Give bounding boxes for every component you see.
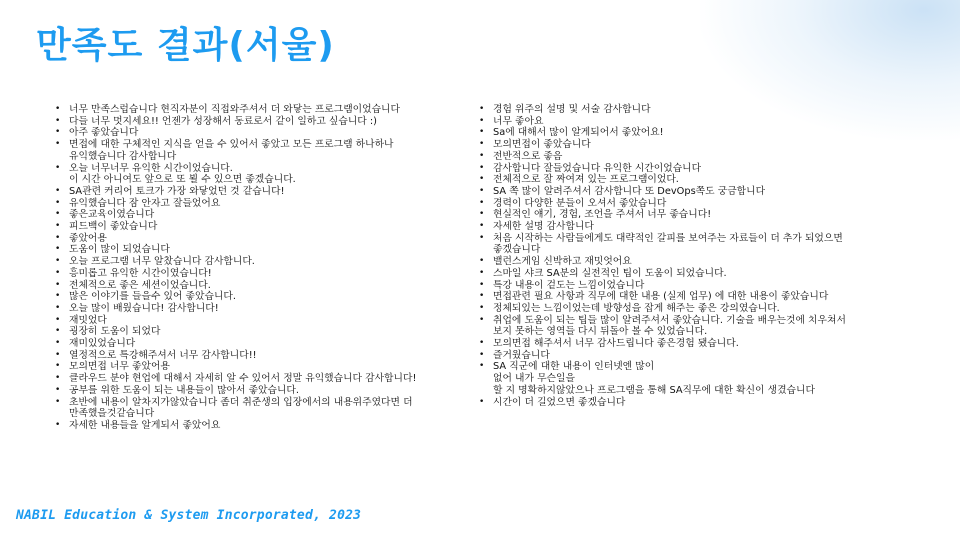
feedback-item: • 스마일 샤크 SA분의 실전적인 팁이 도움이 되었습니다. <box>476 268 910 280</box>
feedback-item: • 열정적으로 특강해주셔서 너무 감사합니다!! <box>52 350 477 362</box>
feedback-item: • 유익했습니다 잠 안자고 잘들었어요 <box>52 198 477 210</box>
feedback-item: • 경험 위주의 설명 및 서술 감사합니다 <box>476 104 910 116</box>
feedback-item: • 좋았어용 <box>52 233 477 245</box>
feedback-item: • 밸런스게임 신박하고 재밋엇어요 <box>476 256 910 268</box>
feedback-item: • 공부를 위한 도움이 되는 내용들이 많아서 좋았습니다. <box>52 385 477 397</box>
feedback-item: • 모의면접 너무 좋았어용 <box>52 361 477 373</box>
feedback-item: • 경력이 다양한 분들이 오셔서 좋았습니다 <box>476 198 910 210</box>
feedback-item: • 오늘 너무너무 유익한 시간이었습니다. 이 시간 아니여도 앞으로 또 뵐 수 있으면 좋겠습니다. <box>52 163 477 186</box>
feedback-item: • 면접관련 필요 사항과 직무에 대한 내용 (실제 업무) 에 대한 내용이 좋았습니다 <box>476 291 910 303</box>
feedback-item: • 너무 좋아요 <box>476 116 910 128</box>
feedback-item: • 처음 시작하는 사람들에게도 대략적인 갈피를 보여주는 자료들이 더 추가 되었으면 좋겠습니다 <box>476 233 910 256</box>
feedback-item: • 재밋었다 <box>52 315 477 327</box>
feedback-item: • 면접에 대한 구체적인 지식을 얻을 수 있어서 좋았고 모든 프로그램 하나하나 유익했습니다 감사합니다 <box>52 139 477 162</box>
feedback-item: • 오늘 많이 배웠습니다! 감사합니다! <box>52 303 477 315</box>
feedback-item: • 감사합니다 잘들었습니다 유익한 시간이었습니다 <box>476 163 910 175</box>
feedback-item: • SA 쪽 많이 알려주셔서 감사합니다 또 DevOps쪽도 궁금합니다 <box>476 186 910 198</box>
feedback-item: • 흥미롭고 유익한 시간이였습니다! <box>52 268 477 280</box>
feedback-item: • 초반에 내용이 알차지가않았습니다 좀더 취준생의 입장에서의 내용위주였다면 더 만족했을것같습니다 <box>52 397 477 420</box>
feedback-item: • 많은 이야기를 들을수 있어 좋았습니다. <box>52 291 477 303</box>
feedback-item: • 자세한 설명 감사합니다 <box>476 221 910 233</box>
feedback-item: • 오늘 프로그램 너무 알찼습니다 감사합니다. <box>52 256 477 268</box>
feedback-list-right <box>476 104 910 408</box>
feedback-item: • 클라우드 분야 현업에 대해서 자세히 알 수 있어서 정말 유익했습니다 감사합니다! <box>52 373 477 385</box>
feedback-item: • 즐거웠습니다 <box>476 350 910 362</box>
feedback-item: • 너무 만족스럽습니다 현직자분이 직접와주셔서 더 와닿는 프로그램이었습니다 <box>52 104 477 116</box>
feedback-item: • 모의면접이 좋았습니다 <box>476 139 910 151</box>
feedback-item: • 전체적으로 잘 짜여져 있는 프로그램이었다. <box>476 174 910 186</box>
feedback-item: • SA 직군에 대한 내용이 인터넷엔 많이 없어 내가 무슨일을 할 지 명확하지않았으나 프로그램을 통해 SA직무에 대한 확신이 생겼습니다 <box>476 361 910 396</box>
feedback-item: • 재미있었습니다 <box>52 338 477 350</box>
feedback-item: • 자세한 내용들을 알게되서 좋았어요 <box>52 420 477 432</box>
feedback-item: • 모의면접 해주셔서 너무 감사드립니다 좋은경험 됐습니다. <box>476 338 910 350</box>
feedback-item: • 다들 너무 멋지세요!! 언젠가 성장해서 동료로서 같이 일하고 싶습니다 :) <box>52 116 477 128</box>
feedback-item: • 현실적인 얘기, 경험, 조언을 주셔서 너무 좋습니다! <box>476 209 910 221</box>
feedback-item: • 굉장히 도움이 되었다 <box>52 326 477 338</box>
feedback-item: • SA관련 커리어 토크가 가장 와닿었던 것 같습니다! <box>52 186 477 198</box>
feedback-item: • 취업에 도움이 되는 팁들 많이 알려주셔서 좋았습니다. 기술을 배우는것에 치우쳐서 보지 못하는 영역들 다시 뒤돌아 볼 수 있었습니다. <box>476 315 910 338</box>
feedback-item: • 도움이 많이 되었습니다 <box>52 244 477 256</box>
feedback-item: • 특강 내용이 겉도는 느낌이었습니다 <box>476 280 910 292</box>
feedback-item: • 정체되있는 느낌이었는데 방향성을 잡게 해주는 좋은 강의였습니다. <box>476 303 910 315</box>
feedback-item: • 아주 좋았습니다 <box>52 127 477 139</box>
feedback-list-left <box>52 104 477 432</box>
feedback-item: • 좋은교육이였슴니다 <box>52 209 477 221</box>
page-title: 만족도 결과(서울) <box>36 25 335 66</box>
feedback-item: • 전체적으로 좋은 세션이었습니다. <box>52 280 477 292</box>
feedback-item: • 시간이 더 길었으면 좋겠습니다 <box>476 397 910 409</box>
footer-text: NABIL Education & System Incorporated, 2023 <box>16 508 362 523</box>
feedback-item: • 전반적으로 좋음 <box>476 151 910 163</box>
feedback-item: • 피드백이 좋았습니다 <box>52 221 477 233</box>
feedback-item: • Sa에 대해서 많이 알게되어서 좋았어요! <box>476 127 910 139</box>
